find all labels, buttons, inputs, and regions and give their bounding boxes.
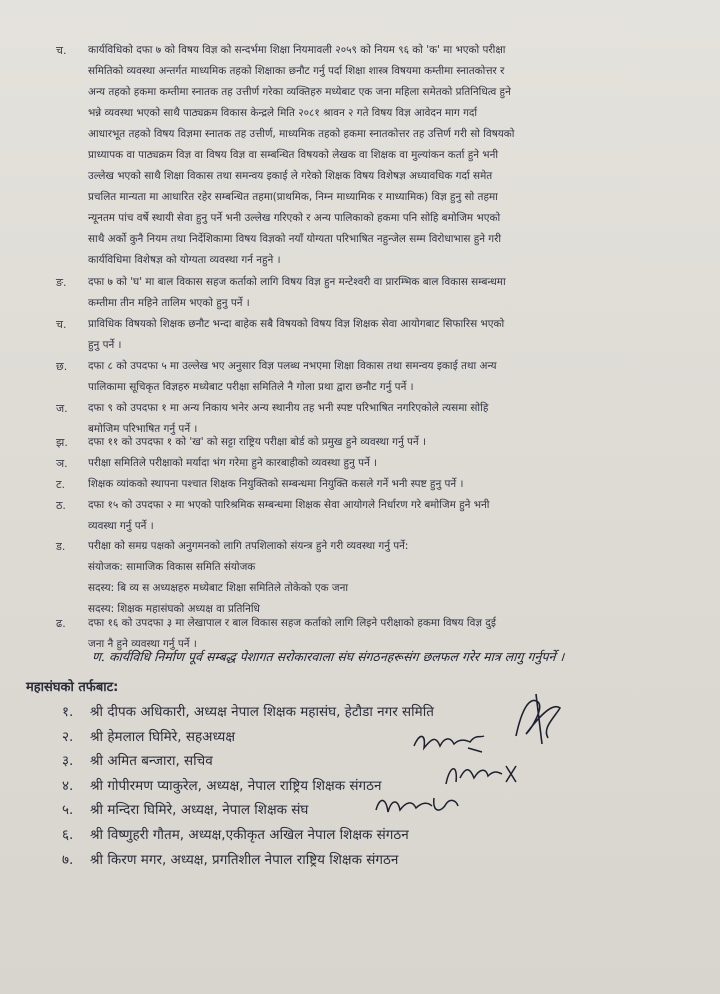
clause-marker: ट. (56, 478, 66, 491)
signatory-name: श्री विष्णुहरी गौतम, अध्यक्ष,एकीकृत अखिल नेपाल शिक्षक संगठन (90, 827, 409, 843)
clause-line: कम्तीमा तीन महिने तालिम भएको हुनु पर्ने । (88, 297, 250, 309)
clause-line: प्राध्यापक वा पाठ्यक्रम विज्ञ वा विषय विज्ञ वा सम्बन्धित विषयको लेखक वा शिक्षक वा मुल्यांकन कर्ता हुने भनी (88, 149, 499, 161)
clause-line: बमोजिम परिभाषित गर्नु पर्ने । (88, 423, 198, 435)
clause-line: संयोजक: सामाजिक विकास समिति संयोजक (88, 561, 256, 573)
clause-line: कार्यविधिमा विशेषज्ञ को योग्यता व्यवस्था गर्न नहुने । (88, 254, 281, 266)
clause-text (88, 272, 646, 314)
clause-marker: ञ. (56, 457, 68, 470)
clause-line: साथै अर्को कुनै नियम तथा निर्देशिकामा विषय विज्ञको नयाँ योग्यता परिभाषित नहुन्जेल सम्म विरोधाभास हुने गरी (88, 233, 502, 245)
signature-3 (440, 760, 520, 790)
clause-line: प्रचलित मान्यता मा आधारित रहेर सम्बन्धित तहमा(प्राथमिक, निम्न माध्यामिक र माध्यामिक) विज्ञ हुनु सो तहमा (88, 191, 498, 203)
clause-line: अन्य तहको हकमा कम्तीमा स्नातक तह उत्तीर्ण गरेका व्यक्तिहरु मध्येबाट एक जना महिला समेतको प्रतिनिधित्व हुने (88, 86, 511, 98)
clause-text (88, 432, 646, 453)
clause-text (88, 356, 646, 398)
clause-1 (56, 272, 646, 314)
signature-2 (410, 728, 488, 756)
clause-6 (56, 453, 646, 474)
clause-line: दफा ९ को उपदफा १ मा अन्य निकाय भनेर अन्य स्थानीय तह भनी स्पष्ट परिभाषित नगरिएकोले त्यसमा सोहि (88, 402, 489, 414)
signatory-item (62, 774, 381, 798)
clause-line: दफा ७ को 'घ' मा बाल विकास सहज कर्ताको लागि विषय विज्ञ हुन मन्टेश्वरी वा प्रारम्भिक बाल विकास सम्बन्धमा (88, 276, 506, 288)
signatory-name: श्री किरण मगर, अध्यक्ष, प्रगतिशील नेपाल राष्ट्रिय शिक्षक संगठन (90, 851, 399, 868)
clause-text (88, 536, 646, 620)
clause-marker: ठ. (56, 499, 66, 512)
clause-7 (56, 474, 646, 495)
signatory-number: १. (62, 704, 74, 720)
clause-text (88, 495, 646, 537)
clause-line: सदस्य: शिक्षक महासंघको अध्यक्ष वा प्रतिनिधि (88, 603, 260, 615)
clause-line: पालिकामा सूचिकृत विज्ञहरु मध्येबाट परीक्षा समितिले नै गोला प्रथा द्वारा छनौट गर्नु पर्ने । (88, 381, 414, 393)
clause-line: जना नै हुने व्यवस्था गर्नु पर्ने । (88, 638, 197, 650)
clause-3 (56, 356, 646, 398)
clause-line: परीक्षा को समग्र पक्षको अनुगमनको लागि तपशिलाको संयन्त्र हुने गरी व्यवस्था गर्नु पर्ने: (88, 540, 409, 552)
signatory-item (62, 749, 213, 773)
signatory-name: श्री मन्दिरा घिमिरे, अध्यक्ष, नेपाल शिक्षक संघ (90, 802, 309, 819)
clause-2 (56, 314, 646, 356)
signatory-name: श्री दीपक अधिकारी, अध्यक्ष नेपाल शिक्षक महासंघ, हेटौडा नगर समिति (90, 704, 434, 720)
clause-text (88, 40, 646, 271)
clause-line: दफा ८ को उपदफा ५ मा उल्लेख भए अनुसार विज्ञ पलब्ध नभएमा शिक्षा विकास तथा समन्वय इकाई तथा अन्य (88, 360, 497, 372)
clause-marker: छ. (56, 360, 68, 373)
clause-marker: च. (56, 44, 67, 57)
signatory-number: ७. (62, 851, 74, 868)
signatory-item (62, 848, 398, 872)
signatory-number: ५. (62, 802, 74, 819)
clause-line: शिक्षक व्यांकको स्थापना पश्चात शिक्षक नियुक्तिको सम्बन्धमा नियुक्ति कसले गर्ने भनी स्पष्ट हुनु पर्ने । (88, 478, 464, 490)
clause-0 (56, 40, 646, 271)
signatories-heading: महासंघको तर्फबाट: (26, 680, 119, 695)
clause-line: सदस्य: बि व्य स अध्यक्षहरु मध्येबाट शिक्षा समितिले तोकेको एक जना (88, 582, 349, 594)
clause-line: हुनु पर्ने । (88, 339, 122, 351)
clause-marker: ज. (56, 402, 68, 415)
clause-5 (56, 432, 646, 453)
signature-1 (508, 688, 568, 748)
signatory-number: २. (62, 728, 74, 745)
signatory-item (62, 823, 409, 847)
clause-line: दफा १६ को उपदफा ३ मा लेखापाल र बाल विकास सहज कर्ताको लागि लिइने परीक्षाको हकमा विषय विज्ञ दुई (88, 617, 496, 629)
clause-line: कार्यविधिको दफा ७ को विषय विज्ञ को सन्दर्भमा शिक्षा नियमावली २०५९ को नियम ९६ को 'क' मा भएको परीक्षा (88, 44, 506, 56)
handwritten-clause: ण. कार्यविधि निर्माण पूर्व सम्बद्ध पेशागत सरोकारवाला संघ संगठनहरूसंग छलफल गरेर मात्र लागु गर्नुपर्ने । (91, 649, 565, 664)
clause-marker: ढ. (56, 617, 66, 630)
signatory-name: श्री अमित बन्जारा, सचिव (90, 753, 213, 770)
clause-line: न्यूनतम पांच वर्षे स्थायी सेवा हुनु पर्ने भनी उल्लेख गरिएको र अन्य पालिकाको हकमा पनि सोहि बमोजिम भएको (88, 212, 501, 224)
signatory-name: श्री हेमलाल घिमिरे, सहअध्यक्ष (90, 728, 236, 745)
clause-marker: ड. (56, 540, 66, 553)
clause-marker: ङ. (56, 276, 67, 289)
clause-9 (56, 536, 646, 620)
signature-4 (372, 790, 462, 820)
clause-line: उल्लेख भएको साथै शिक्षा विकास तथा समन्वय इकाई ले गरेको शिक्षक विषय विशेषज्ञ अध्यावधिक गर्दा समेत (88, 170, 493, 182)
clause-text (88, 453, 646, 474)
signatory-item (62, 700, 434, 724)
clause-8 (56, 495, 646, 537)
clause-line: परीक्षा समितिले परीक्षाको मर्यादा भंग गरेमा हुने कारबाहीको व्यवस्था हुनु पर्ने । (88, 457, 377, 469)
signatory-number: ६. (62, 827, 74, 843)
clause-line: दफा १५ को उपदफा २ मा भएको पारिश्रमिक सम्बन्धमा शिक्षक सेवा आयोगले निर्धारण गरे बमोजिम हुने भनी (88, 499, 490, 511)
signatory-number: ३. (62, 753, 74, 770)
clause-marker: झ. (56, 436, 68, 449)
clause-line: भन्ने व्यवस्था भएको साथै पाठ्यक्रम विकास केन्द्रले मिति २०८१ श्रावन २ गते विषय विज्ञ आवेदन माग गर्दा (88, 107, 478, 119)
signatory-number: ४. (62, 777, 74, 794)
clause-line: आधारभूत तहको विषय विज्ञमा स्नातक तह उत्तीर्ण, माध्यमिक तहको हकमा स्नातकोत्तर तह उत्तिर्ण गरी सो विषयको (88, 128, 515, 140)
clause-marker: च. (56, 318, 67, 331)
signatory-name: श्री गोपीरमण प्याकुरेल, अध्यक्ष, नेपाल राष्ट्रिय शिक्षक संगठन (90, 777, 382, 794)
clause-text (88, 314, 646, 356)
clause-line: व्यवस्था गर्नु पर्ने । (88, 520, 154, 532)
clause-line: दफा ११ को उपदफा १ को 'ख' को सट्टा राष्ट्रिय परीक्षा बोर्ड को प्रमुख हुने व्यवस्था गर्नु पर्ने । (88, 436, 426, 448)
signatory-item (62, 798, 308, 822)
signatory-item (62, 725, 235, 749)
clause-text (88, 474, 646, 495)
clause-line: समितिको व्यवस्था अन्तर्गत माध्यमिक तहको शिक्षाका छनौट गर्नु पर्दा शिक्षा शास्त्र विषयमा कम्तीमा स्नातकोत्तर र (88, 65, 505, 77)
clause-line: प्राविधिक विषयको शिक्षक छनौट भन्दा बाहेक सबै विषयको विषय विज्ञ शिक्षक सेवा आयोगबाट सिफारिस भएको (88, 318, 505, 330)
